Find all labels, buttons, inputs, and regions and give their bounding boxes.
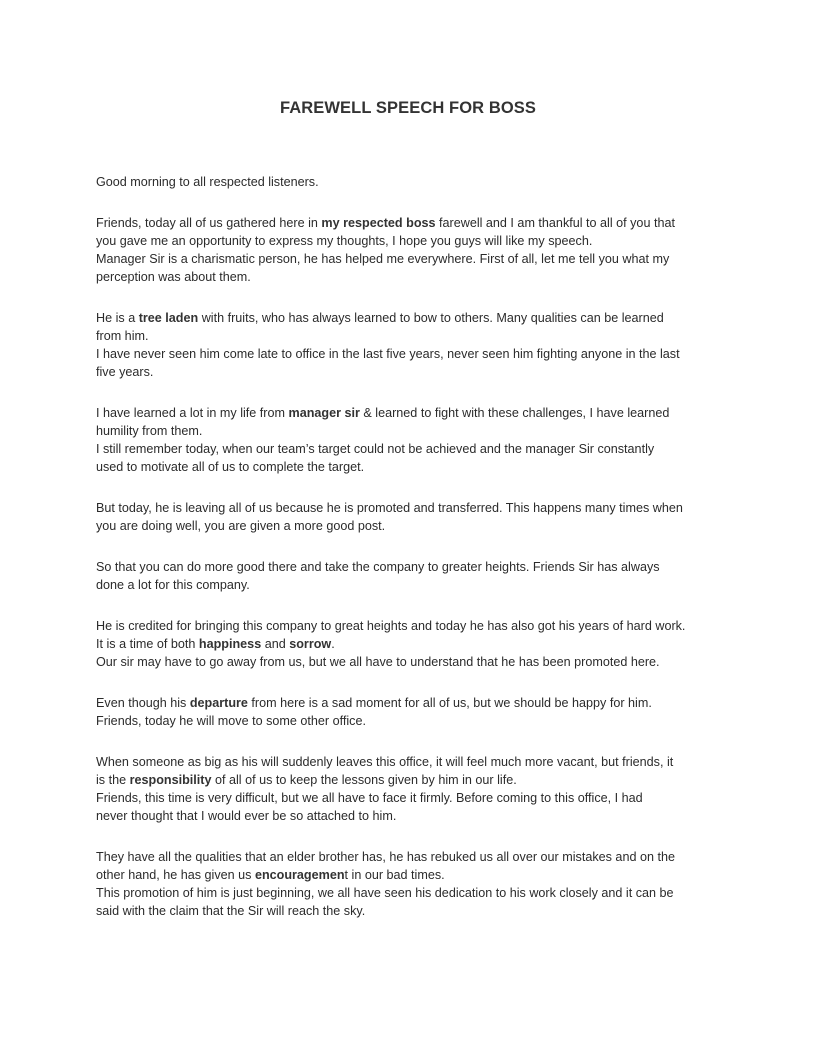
text-line	[96, 848, 728, 866]
text-line	[96, 807, 728, 825]
text-run: is the	[96, 773, 130, 787]
text-run: It is a time of both	[96, 637, 199, 651]
text-line	[96, 653, 728, 671]
text-run: He is a	[96, 311, 139, 325]
paragraph-2	[96, 214, 728, 286]
text-line	[96, 214, 728, 232]
text-run: Friends, today he will move to some other office.	[96, 714, 366, 728]
text-run: Manager Sir is a charismatic person, he has helped me everywhere. First of all, let me tell you what my	[96, 252, 670, 266]
text-line	[96, 558, 728, 576]
text-line	[96, 173, 728, 191]
text-run: Even though his	[96, 696, 190, 710]
document-body	[96, 173, 728, 943]
text-run: with fruits, who has always learned to bow to others. Many qualities can be learned	[198, 311, 664, 325]
text-line	[96, 753, 728, 771]
text-line	[96, 232, 728, 250]
text-line	[96, 268, 728, 286]
text-line	[96, 327, 728, 345]
bold-phrase: sorrow	[289, 637, 332, 651]
bold-phrase: happiness	[198, 637, 262, 651]
text-run: from here is a sad moment for all of us, but we should be happy for him.	[247, 696, 652, 710]
text-run: But today, he is leaving all of us because he is promoted and transferred. This happens many times when	[96, 501, 683, 515]
paragraph-5	[96, 499, 728, 535]
text-line	[96, 902, 728, 920]
text-run: and	[261, 637, 290, 651]
text-run: When someone as big as his will suddenly leaves this office, it will feel much more vacant, but friends, it	[96, 755, 674, 769]
paragraph-7	[96, 617, 728, 671]
text-run: farewell and I am thankful to all of you that	[435, 216, 675, 230]
text-run: t in our bad times.	[344, 868, 445, 882]
text-line	[96, 866, 728, 884]
text-run: .	[331, 637, 335, 651]
text-line	[96, 422, 728, 440]
text-line	[96, 499, 728, 517]
document-title: FAREWELL SPEECH FOR BOSS	[279, 99, 537, 117]
paragraph-6	[96, 558, 728, 594]
text-line	[96, 789, 728, 807]
text-run: Good morning to all respected listeners.	[96, 175, 319, 189]
text-run: never thought that I would ever be so attached to him.	[96, 809, 397, 823]
text-run: He is credited for bringing this company to great heights and today he has also got his years of hard work.	[96, 619, 686, 633]
text-run: I have learned a lot in my life from	[96, 406, 289, 420]
text-line	[96, 309, 728, 327]
text-run: perception was about them.	[96, 270, 251, 284]
paragraph-8	[96, 694, 728, 730]
text-run: used to motivate all of us to complete the target.	[96, 460, 365, 474]
text-run: said with the claim that the Sir will reach the sky.	[96, 904, 366, 918]
bold-phrase: tree laden	[138, 311, 199, 325]
text-run: done a lot for this company.	[96, 578, 250, 592]
text-run: This promotion of him is just beginning, we all have seen his dedication to his work closely and it can be	[96, 886, 674, 900]
text-run: of all of us to keep the lessons given by him in our life.	[211, 773, 517, 787]
text-line	[96, 458, 728, 476]
text-line	[96, 363, 728, 381]
text-run: I still remember today, when our team’s target could not be achieved and the manager Sir constantly	[96, 442, 655, 456]
bold-phrase: departure	[189, 696, 248, 710]
text-line	[96, 884, 728, 902]
text-line	[96, 694, 728, 712]
paragraph-4	[96, 404, 728, 476]
paragraph-1	[96, 173, 728, 191]
text-line	[96, 440, 728, 458]
text-run: humility from them.	[96, 424, 203, 438]
text-run: So that you can do more good there and take the company to greater heights. Friends Sir has always	[96, 560, 660, 574]
bold-phrase: manager sir	[288, 406, 360, 420]
text-line	[96, 345, 728, 363]
text-run: Friends, this time is very difficult, but we all have to face it firmly. Before coming to this office, I had	[96, 791, 643, 805]
paragraph-3	[96, 309, 728, 381]
text-line	[96, 517, 728, 535]
text-line	[96, 712, 728, 730]
text-run: you are doing well, you are given a more good post.	[96, 519, 386, 533]
paragraph-9	[96, 753, 728, 825]
text-run: They have all the qualities that an elder brother has, he has rebuked us all over our mistakes and on the	[96, 850, 675, 864]
text-run: other hand, he has given us	[96, 868, 255, 882]
text-run: & learned to fight with these challenges, I have learned	[359, 406, 670, 420]
bold-phrase: responsibility	[129, 773, 212, 787]
text-line	[96, 404, 728, 422]
text-line	[96, 250, 728, 268]
text-run: you gave me an opportunity to express my thoughts, I hope you guys will like my speech.	[96, 234, 593, 248]
paragraph-10	[96, 848, 728, 920]
text-line	[96, 576, 728, 594]
text-line	[96, 617, 728, 635]
text-run: from him.	[96, 329, 149, 343]
text-run: five years.	[96, 365, 154, 379]
text-run: Friends, today all of us gathered here in	[96, 216, 322, 230]
text-line	[96, 771, 728, 789]
bold-phrase: my respected boss	[321, 216, 436, 230]
text-run: I have never seen him come late to office in the last five years, never seen him fighting anyone in the last	[96, 347, 680, 361]
bold-phrase: encouragemen	[254, 868, 345, 882]
text-run: Our sir may have to go away from us, but we all have to understand that he has been promoted here.	[96, 655, 660, 669]
text-line	[96, 635, 728, 653]
